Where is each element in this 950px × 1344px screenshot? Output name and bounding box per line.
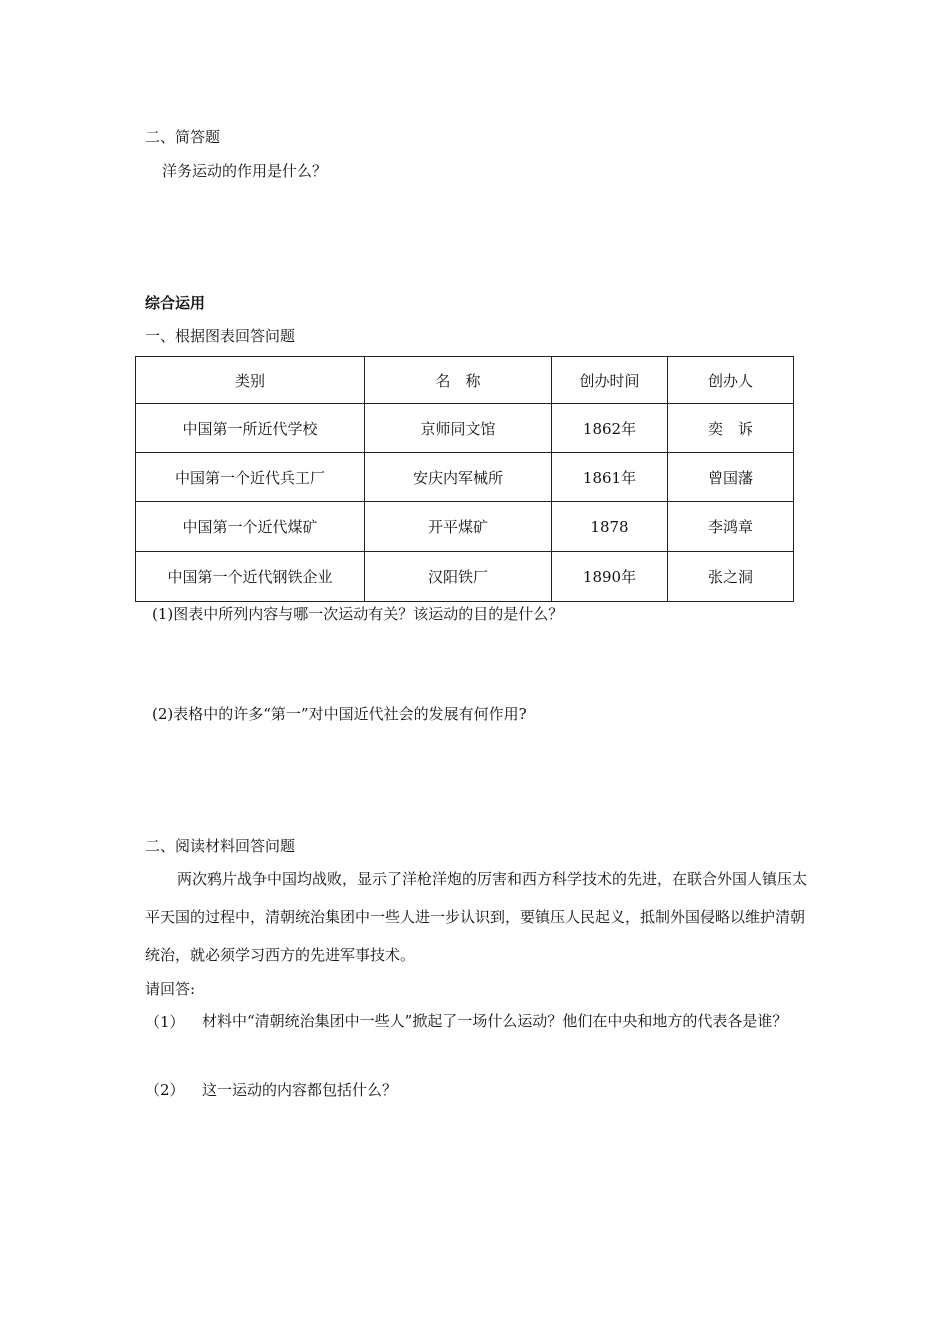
data-table: [135, 356, 794, 602]
section-heading-short-answer: 二、简答题: [145, 128, 221, 146]
table-cell: 1878: [552, 502, 668, 552]
table-cell: 中国第一个近代煤矿: [136, 502, 365, 552]
material-question-2-number: （2）: [145, 1081, 185, 1099]
table-header-cell: 名 称: [365, 357, 552, 404]
table-cell: 李鸿章: [668, 502, 794, 552]
table-cell: 汉阳铁厂: [365, 552, 552, 602]
table-cell: 奕 诉: [668, 404, 794, 453]
table-cell: 1890年: [552, 552, 668, 602]
table-cell: 1862年: [552, 404, 668, 453]
table-cell: 开平煤矿: [365, 502, 552, 552]
reading-material: 两次鸦片战争中国均战败，显示了洋枪洋炮的厉害和西方科学技术的先进，在联合外国人镇压太平天国的过程中，清朝统治集团中一些人进一步认识到，要镇压人民起义，抵制外国侵略以维护清朝统治，就必须学习西方的先进军事技术。: [145, 870, 808, 964]
table-cell: 安庆内军械所: [365, 453, 552, 502]
table-question-1: (1)图表中所列内容与哪一次运动有关？该运动的目的是什么？: [152, 605, 564, 623]
table-header-row: [136, 357, 794, 404]
table-cell: 张之洞: [668, 552, 794, 602]
section-title-comprehensive: 综合运用: [145, 294, 206, 312]
part2-heading: 二、阅读材料回答问题: [145, 837, 296, 855]
table-cell: 中国第一个近代钢铁企业: [136, 552, 365, 602]
table-cell: 中国第一个近代兵工厂: [136, 453, 365, 502]
table-header-cell: 创办时间: [552, 357, 668, 404]
part1-heading: 一、根据图表回答问题: [145, 327, 296, 345]
table-row: [136, 502, 794, 552]
material-question-1-number: （1）: [145, 1013, 185, 1031]
table-cell: 京师同文馆: [365, 404, 552, 453]
table-header-cell: 创办人: [668, 357, 794, 404]
short-answer-question: 洋务运动的作用是什么？: [162, 162, 328, 180]
table-cell: 曾国藩: [668, 453, 794, 502]
material-question-2: 这一运动的内容都包括什么？: [202, 1081, 398, 1099]
table-row: [136, 552, 794, 602]
material-question-1: 材料中“清朝统治集团中一些人”掀起了一场什么运动？他们在中央和地方的代表各是谁？: [202, 1012, 788, 1030]
table-header-cell: 类别: [136, 357, 365, 404]
table-cell: 1861年: [552, 453, 668, 502]
table-row: [136, 453, 794, 502]
table-cell: 中国第一所近代学校: [136, 404, 365, 453]
answer-prompt: 请回答:: [145, 980, 196, 998]
table-row: [136, 404, 794, 453]
table-question-2: (2)表格中的许多“第一”对中国近代社会的发展有何作用?: [152, 705, 527, 723]
